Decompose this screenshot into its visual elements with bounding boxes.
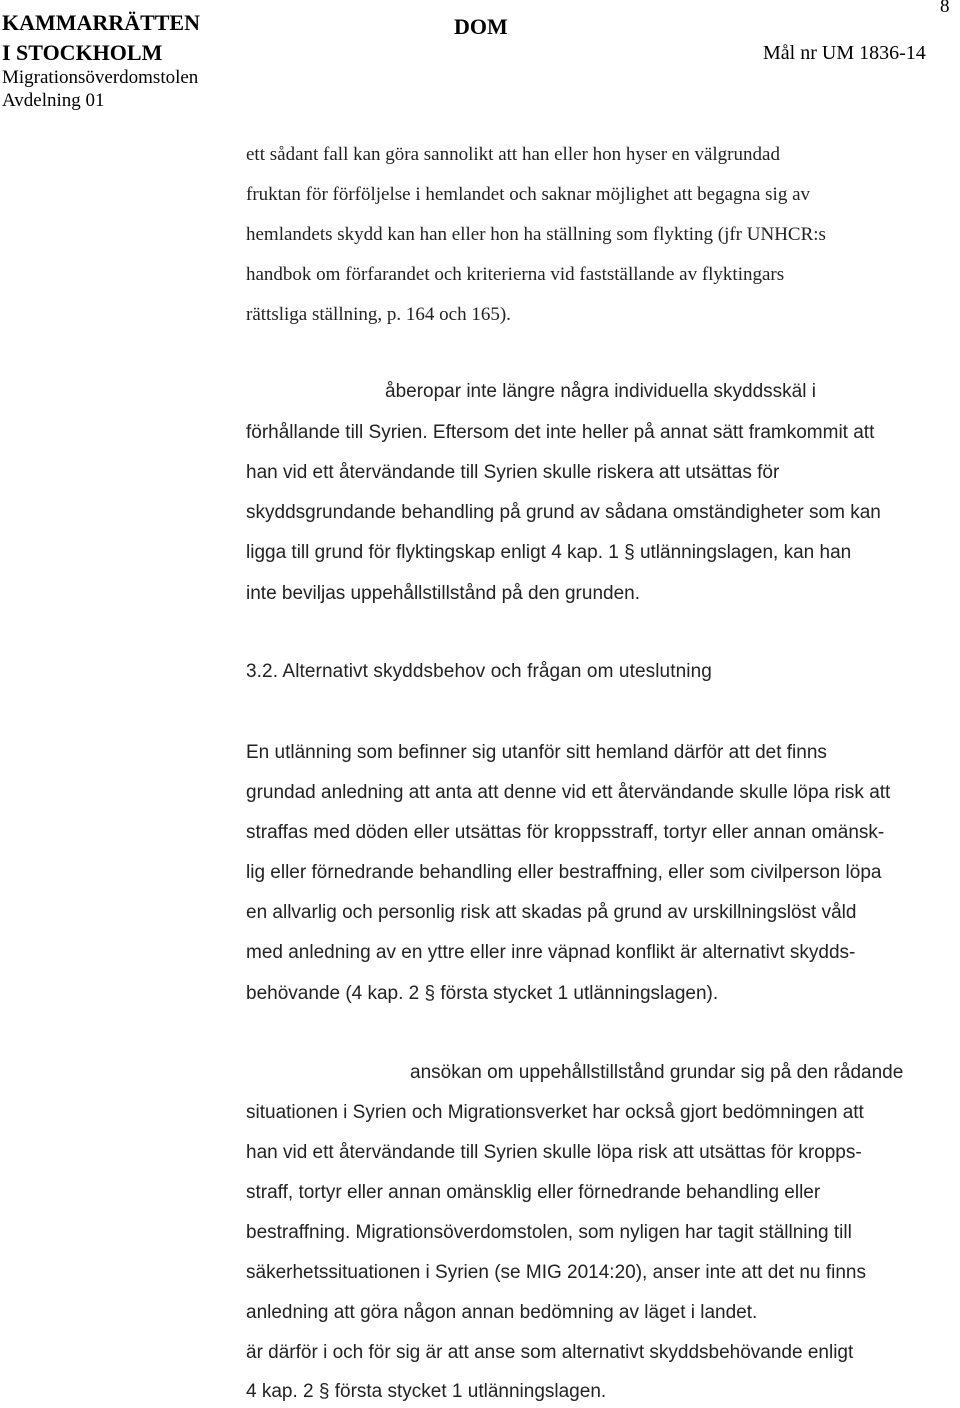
document-type: DOM: [454, 14, 508, 39]
page-number: 8: [940, 0, 950, 17]
text-line: rättsliga ställning, p. 164 och 165).: [246, 304, 511, 325]
text-line: ligga till grund för flyktingskap enligt 4 kap. 1 § utlänningslagen, kan han: [246, 542, 852, 563]
text-line: bestraffning. Migrationsöverdomstolen, som nyligen har tagit ställning till: [246, 1222, 852, 1243]
text-line: hemlandets skydd kan han eller hon ha ställning som flykting (jfr UNHCR:s: [246, 224, 826, 245]
court-name-line1: KAMMARRÄTTEN: [2, 10, 200, 35]
case-number: Mål nr UM 1836-14: [763, 42, 926, 64]
text-line: grundad anledning att anta att denne vid ett återvändande skulle löpa risk att: [246, 782, 891, 803]
text-line: 4 kap. 2 § första stycket 1 utlänningslagen.: [246, 1381, 607, 1402]
text-line: En utlänning som befinner sig utanför sitt hemland därför att det finns: [246, 742, 827, 763]
text-line: behövande (4 kap. 2 § första stycket 1 utlänningslagen).: [246, 983, 719, 1004]
text-line: en allvarlig och personlig risk att skadas på grund av urskillningslöst våld: [246, 902, 857, 923]
text-line: fruktan för förföljelse i hemlandet och saknar möjlighet att begagna sig av: [246, 184, 811, 205]
text-line: straffas med döden eller utsättas för kroppsstraff, tortyr eller annan omänsk-: [246, 822, 885, 843]
text-line: förhållande till Syrien. Eftersom det inte heller på annat sätt framkommit att: [246, 422, 875, 443]
text-line: han vid ett återvändande till Syrien skulle löpa risk att utsättas för kropps-: [246, 1142, 862, 1163]
court-name-line2: I STOCKHOLM: [2, 40, 163, 65]
court-division: Migrationsöverdomstolen: [2, 67, 199, 88]
text-line: säkerhetssituationen i Syrien (se MIG 2014:20), anser inte att det nu finns: [246, 1262, 866, 1283]
text-line: situationen i Syrien och Migrationsverket har också gjort bedömningen att: [246, 1102, 864, 1123]
text-line: är därför i och för sig är att anse som alternativt skyddsbehövande enligt: [246, 1342, 854, 1363]
text-line: ett sådant fall kan göra sannolikt att han eller hon hyser en välgrundad: [246, 144, 780, 165]
text-line: straff, tortyr eller annan omänsklig eller förnedrande behandling eller: [246, 1182, 821, 1203]
text-line: inte beviljas uppehållstillstånd på den grunden.: [246, 583, 640, 604]
text-line: åberopar inte längre några individuella skyddsskäl i: [385, 381, 816, 402]
text-line: handbok om förfarandet och kriterierna vid fastställande av flyktingars: [246, 264, 785, 285]
court-department: Avdelning 01: [2, 90, 105, 111]
text-line: med anledning av en yttre eller inre väpnad konflikt är alternativt skydds-: [246, 942, 856, 963]
text-line: anledning att göra någon annan bedömning av läget i landet.: [246, 1302, 758, 1323]
text-line: ansökan om uppehållstillstånd grundar sig på den rådande: [410, 1062, 904, 1083]
text-line: lig eller förnedrande behandling eller bestraffning, eller som civilperson löpa: [246, 862, 882, 883]
section-heading: 3.2. Alternativt skyddsbehov och frågan om uteslutning: [246, 661, 712, 682]
text-line: han vid ett återvändande till Syrien skulle riskera att utsättas för: [246, 462, 780, 483]
text-line: skyddsgrundande behandling på grund av sådana omständigheter som kan: [246, 502, 881, 523]
